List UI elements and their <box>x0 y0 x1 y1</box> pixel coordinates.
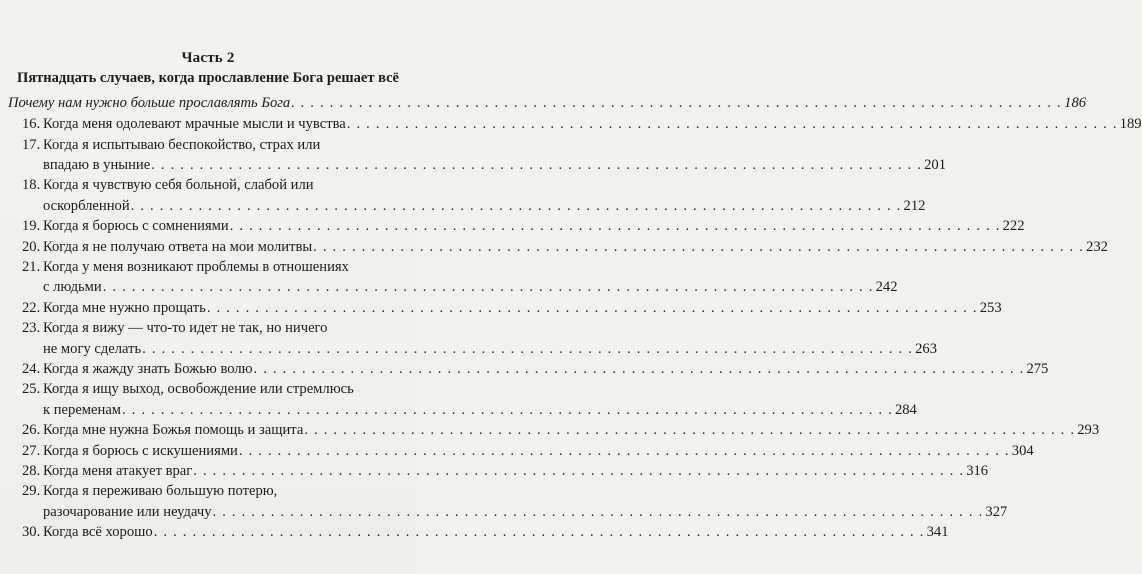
page-number: 253 <box>979 299 1002 316</box>
toc-entry-title: Когда у меня возникают проблемы в отношениях <box>43 259 349 275</box>
toc-line <box>43 400 917 420</box>
page-number: 341 <box>926 524 949 541</box>
page-number: 212 <box>903 197 926 214</box>
toc-line <box>43 441 1034 461</box>
dot-leader: . . . . . . . . . . . . . . . . . . . . . . . . . . . . . . . . . . . . . . . . . . . . . . . . . . . . . . . . . . . . . . . . . . . . . . . . . . . . . . . . <box>346 116 1118 133</box>
toc-line <box>43 237 1108 257</box>
toc-entry-title: Почему нам нужно больше прославлять Бога <box>8 95 291 111</box>
toc-entry-title: Когда я переживаю большую потерю, <box>43 483 278 500</box>
page-number: 232 <box>1086 238 1108 255</box>
toc-entry-title: Когда всё хорошо <box>43 524 153 541</box>
toc-line <box>43 114 1142 134</box>
part-title: Часть 2 <box>181 50 235 66</box>
dot-leader: . . . . . . . . . . . . . . . . . . . . . . . . . . . . . . . . . . . . . . . . . . . . . . . . . . . . . . . . . . . . . . . . . . . . . . . . . . . . . . . . <box>229 218 1001 235</box>
toc-line <box>43 277 898 297</box>
toc-entry-title: Когда меня атакует враг <box>43 463 193 479</box>
toc-entry-title: Когда меня одолевают мрачные мысли и чувства <box>43 116 346 133</box>
toc-line <box>8 93 1087 113</box>
page-number: 186 <box>1064 95 1087 111</box>
toc-entry-number: 26. <box>22 422 41 439</box>
dot-leader: . . . . . . . . . . . . . . . . . . . . . . . . . . . . . . . . . . . . . . . . . . . . . . . . . . . . . . . . . . . . . . . . . . . . . . . . . . . . . . . . <box>151 157 923 173</box>
toc-entry-number: 29. <box>22 483 41 500</box>
dot-leader: . . . . . . . . . . . . . . . . . . . . . . . . . . . . . . . . . . . . . . . . . . . . . . . . . . . . . . . . . . . . . . . . . . . . . . . . . . . . . . . . <box>122 401 893 418</box>
page-number: 284 <box>894 401 917 418</box>
toc-entry-title: разочарование или неудачу <box>43 503 212 520</box>
toc-line <box>43 298 1002 318</box>
toc-entry-number: 24. <box>22 361 41 377</box>
toc-entry-number: 18. <box>22 177 41 194</box>
toc-entry-title: с людьми <box>43 279 102 296</box>
page-number: 189 <box>1119 116 1142 133</box>
toc-entry-title: Когда мне нужна Божья помощь и защита <box>43 422 304 439</box>
toc-entry-number: 30. <box>22 524 41 541</box>
page-number: 327 <box>985 503 1008 520</box>
page-number: 263 <box>915 340 937 357</box>
page-number: 316 <box>966 463 989 479</box>
dot-leader: . . . . . . . . . . . . . . . . . . . . . . . . . . . . . . . . . . . . . . . . . . . . . . . . . . . . . . . . . . . . . . . . . . . . . . . . . . . . . . . . <box>193 463 965 479</box>
toc-entry-number: 19. <box>22 218 41 235</box>
toc-line <box>43 502 1008 522</box>
dot-leader: . . . . . . . . . . . . . . . . . . . . . . . . . . . . . . . . . . . . . . . . . . . . . . . . . . . . . . . . . . . . . . . . . . . . . . . . . . . . . . . . <box>313 238 1085 255</box>
toc-entry-title: к переменам <box>43 401 122 418</box>
page-number: 201 <box>924 157 946 173</box>
dot-leader: . . . . . . . . . . . . . . . . . . . . . . . . . . . . . . . . . . . . . . . . . . . . . . . . . . . . . . . . . . . . . . . . . . . . . . . . . . . . . . . . <box>130 197 902 214</box>
toc-entry-title: Когда я чувствую себя больной, слабой или <box>43 177 314 194</box>
toc-entry-title: Когда я борюсь с искушениями <box>43 442 238 459</box>
toc-entry-title: оскорбленной <box>43 197 130 214</box>
toc-line <box>43 420 1100 440</box>
toc-entry-title: Когда мне нужно прощать <box>43 299 206 316</box>
toc-entry-title: Когда я борюсь с сомнениями <box>43 218 229 235</box>
toc-entry-number: 28. <box>22 463 41 479</box>
toc-entry-number: 21. <box>22 259 41 275</box>
toc-line <box>43 155 946 175</box>
toc-line <box>43 196 926 216</box>
toc-entry-number: 27. <box>22 442 41 459</box>
dot-leader: . . . . . . . . . . . . . . . . . . . . . . . . . . . . . . . . . . . . . . . . . . . . . . . . . . . . . . . . . . . . . . . . . . . . . . . . . . . . . . . . <box>102 279 874 296</box>
page-number: 242 <box>875 279 898 296</box>
toc-entry-title: Когда я испытываю беспокойство, страх или <box>43 136 321 153</box>
dot-leader: . . . . . . . . . . . . . . . . . . . . . . . . . . . . . . . . . . . . . . . . . . . . . . . . . . . . . . . . . . . . . . . . . . . . . . . . . . . . . . . . <box>304 422 1076 439</box>
page-number: 293 <box>1077 422 1100 439</box>
toc-line <box>43 216 1025 236</box>
toc-entry-number: 17. <box>22 136 41 153</box>
toc-line <box>43 359 1049 379</box>
toc-entry-title: Когда я не получаю ответа на мои молитвы <box>43 238 313 255</box>
dot-leader: . . . . . . . . . . . . . . . . . . . . . . . . . . . . . . . . . . . . . . . . . . . . . . . . . . . . . . . . . . . . . . . . . . . . . . . . . . . . . . . . <box>291 95 1063 111</box>
page-number: 304 <box>1011 442 1034 459</box>
toc-entry-number: 16. <box>22 116 41 133</box>
part-subtitle: Пятнадцать случаев, когда прославление Бога решает всё <box>17 70 399 86</box>
dot-leader: . . . . . . . . . . . . . . . . . . . . . . . . . . . . . . . . . . . . . . . . . . . . . . . . . . . . . . . . . . . . . . . . . . . . . . . . . . . . . . . . <box>253 361 1025 377</box>
dot-leader: . . . . . . . . . . . . . . . . . . . . . . . . . . . . . . . . . . . . . . . . . . . . . . . . . . . . . . . . . . . . . . . . . . . . . . . . . . . . . . . . <box>212 503 984 520</box>
toc-entry-title: Когда я жажду знать Божью волю <box>43 361 253 377</box>
toc-entry-number: 22. <box>22 299 41 316</box>
toc-entry-number: 20. <box>22 238 41 255</box>
toc-line <box>43 522 949 542</box>
toc-line <box>43 339 937 359</box>
dot-leader: . . . . . . . . . . . . . . . . . . . . . . . . . . . . . . . . . . . . . . . . . . . . . . . . . . . . . . . . . . . . . . . . . . . . . . . . . . . . . . . . <box>238 442 1010 459</box>
page-number: 275 <box>1026 361 1049 377</box>
toc-entry-title: впадаю в уныние <box>43 157 151 173</box>
toc-entry-title: Когда я ищу выход, освобождение или стремлюсь <box>43 381 354 398</box>
toc-entry-title: Когда я вижу — что-то идет не так, но ничего <box>43 320 328 337</box>
page-number: 222 <box>1002 218 1025 235</box>
toc-entry-number: 23. <box>22 320 41 337</box>
dot-leader: . . . . . . . . . . . . . . . . . . . . . . . . . . . . . . . . . . . . . . . . . . . . . . . . . . . . . . . . . . . . . . . . . . . . . . . . . . . . . . . . <box>142 340 914 357</box>
toc-entry-number: 25. <box>22 381 41 398</box>
toc-entry-title: не могу сделать <box>43 340 142 357</box>
toc-line <box>43 461 989 481</box>
dot-leader: . . . . . . . . . . . . . . . . . . . . . . . . . . . . . . . . . . . . . . . . . . . . . . . . . . . . . . . . . . . . . . . . . . . . . . . . . . . . . . . . <box>206 299 978 316</box>
dot-leader: . . . . . . . . . . . . . . . . . . . . . . . . . . . . . . . . . . . . . . . . . . . . . . . . . . . . . . . . . . . . . . . . . . . . . . . . . . . . . . . . <box>153 524 925 541</box>
